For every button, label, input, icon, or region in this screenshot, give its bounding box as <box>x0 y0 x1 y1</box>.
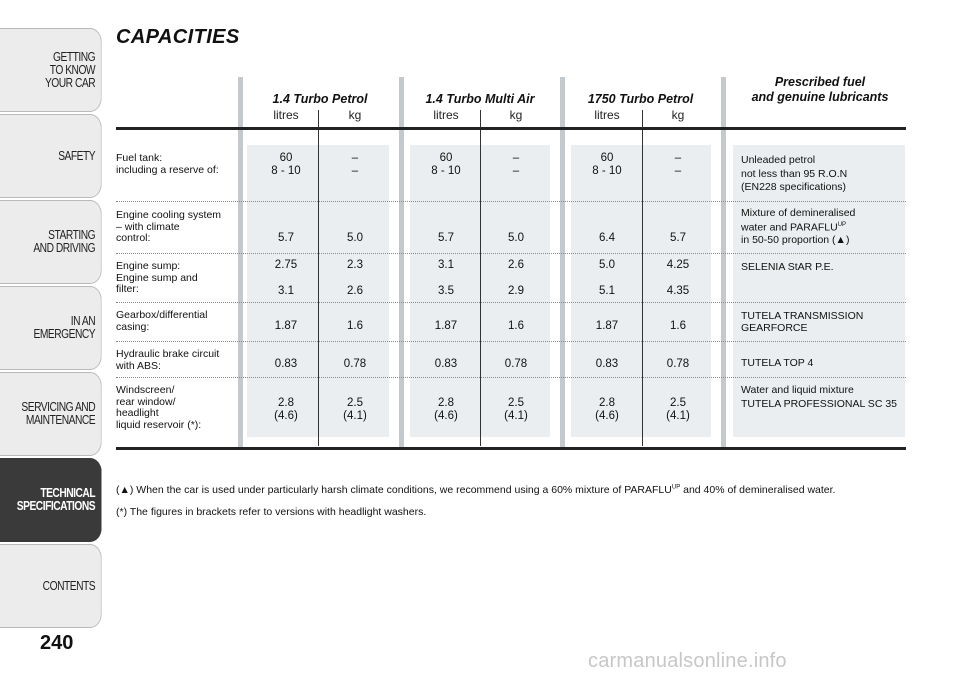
row-divider <box>116 377 906 378</box>
unit-divider <box>642 110 643 128</box>
column-separator-bar <box>721 77 726 447</box>
table-cell: 1.6 <box>508 320 524 332</box>
tab-safety[interactable]: SAFETY <box>0 114 102 198</box>
unit-divider <box>480 130 481 446</box>
tab-getting-to-know-your-car[interactable]: GETTING TO KNOW YOUR CAR <box>0 28 102 112</box>
engine-header-1-4-turbo-multi-air: 1.4 Turbo Multi Air <box>425 92 535 106</box>
row-divider <box>116 253 906 254</box>
table-cell: 0.83 <box>595 358 619 370</box>
engine-header-1-4-turbo-petrol: 1.4 Turbo Petrol <box>272 92 368 106</box>
table-cell: 60 8 - 10 <box>592 152 622 177</box>
table-cell: 0.78 <box>504 358 528 370</box>
unit-litres: litres <box>273 108 299 122</box>
table-cell: 2.5 (4.1) <box>343 397 367 422</box>
table-cell: 0.83 <box>274 358 298 370</box>
footnote-headlight-washers: (*) The figures in brackets refer to versions with headlight washers. <box>116 506 427 518</box>
table-cell: 2.75 3.1 <box>274 259 298 297</box>
unit-divider <box>480 110 481 128</box>
table-bottom-rule <box>116 447 906 450</box>
row-label-brake-circuit: Hydraulic brake circuit with ABS: <box>116 348 220 372</box>
table-cell: 2.5 (4.1) <box>504 397 528 422</box>
engine-header-1750-turbo-petrol: 1750 Turbo Petrol <box>587 92 694 106</box>
table-cell: 3.1 3.5 <box>438 259 454 297</box>
fuel-spec-windscreen: Water and liquid mixture TUTELA PROFESSIONAL SC 35 <box>741 384 897 410</box>
column-separator-bar <box>560 77 565 447</box>
table-cell: 1.6 <box>670 320 686 332</box>
table-cell: 1.87 <box>595 320 619 332</box>
unit-divider <box>318 130 319 446</box>
tab-starting-and-driving[interactable]: STARTING AND DRIVING <box>0 200 102 284</box>
table-cell: 5.0 5.1 <box>599 259 615 297</box>
table-cell: 5.7 <box>438 232 454 244</box>
row-label-windscreen-reservoir: Windscreen/ rear window/ headlight liquid reservoir (*): <box>116 384 202 431</box>
table-cell: 0.78 <box>343 358 367 370</box>
table-cell: 2.6 2.9 <box>508 259 524 297</box>
fuel-spec-fuel-tank: Unleaded petrol not less than 95 R.O.N (EN228 specifications) <box>741 154 848 193</box>
table-cell: 0.78 <box>666 358 690 370</box>
table-cell: 5.0 <box>347 232 363 244</box>
table-cell: 2.5 (4.1) <box>666 397 690 422</box>
tab-servicing-and-maintenance[interactable]: SERVICING AND MAINTENANCE <box>0 372 102 456</box>
table-cell: 1.87 <box>434 320 458 332</box>
fuel-spec-engine-sump: SELENIA StAR P.E. <box>741 261 834 273</box>
table-cell: 5.7 <box>278 232 294 244</box>
row-label-gearbox: Gearbox/differential casing: <box>116 309 208 333</box>
row-label-fuel-tank: Fuel tank: including a reserve of: <box>116 152 219 176</box>
table-cell: – – <box>674 152 682 177</box>
page-number: 240 <box>40 632 74 654</box>
row-divider <box>116 201 906 202</box>
table-cell: 0.83 <box>434 358 458 370</box>
table-cell: 2.8 (4.6) <box>274 397 298 422</box>
fuel-spec-brake: TUTELA TOP 4 <box>741 357 814 369</box>
unit-kg: kg <box>671 108 685 122</box>
unit-litres: litres <box>433 108 459 122</box>
tab-contents[interactable]: CONTENTS <box>0 544 102 628</box>
table-cell: 1.6 <box>347 320 363 332</box>
unit-kg: kg <box>348 108 362 122</box>
table-cell: 60 8 - 10 <box>271 152 301 177</box>
row-label-engine-cooling: Engine cooling system – with climate control: <box>116 209 222 244</box>
row-label-engine-sump: Engine sump: Engine sump and filter: <box>116 260 198 295</box>
unit-kg: kg <box>509 108 523 122</box>
table-cell: – – <box>512 152 520 177</box>
table-cell: – – <box>351 152 359 177</box>
table-cell: 2.8 (4.6) <box>595 397 619 422</box>
column-separator-bar <box>399 77 404 447</box>
table-cell: 5.7 <box>670 232 686 244</box>
fuel-spec-cooling: Mixture of demineralised water and $PARAFLU^{UP}$ in 50-50 proportion (▲) <box>741 207 856 246</box>
table-cell: 6.4 <box>599 232 615 244</box>
unit-litres: litres <box>594 108 620 122</box>
fuel-spec-gearbox: TUTELA TRANSMISSION GEARFORCE <box>741 310 864 334</box>
table-cell: 2.3 2.6 <box>347 259 363 297</box>
tab-technical-specifications[interactable]: TECHNICAL SPECIFICATIONS <box>0 458 102 542</box>
row-divider <box>116 341 906 342</box>
row-divider <box>116 302 906 303</box>
table-cell: 1.87 <box>274 320 298 332</box>
column-separator-bar <box>238 77 243 447</box>
footnote-harsh-climate: (▲) When the car is used under particularly harsh climate conditions, we recommend using a 60% mixture of $PARAFLU^{UP}$ and 40% of demineralised water. <box>116 484 836 496</box>
table-header-rule <box>116 127 906 130</box>
unit-divider <box>642 130 643 446</box>
table-cell: 2.8 (4.6) <box>434 397 458 422</box>
unit-divider <box>318 110 319 128</box>
watermark: carmanualsonline.info <box>588 650 787 672</box>
table-cell: 4.25 4.35 <box>666 259 690 297</box>
table-cell: 60 8 - 10 <box>431 152 461 177</box>
table-cell: 5.0 <box>508 232 524 244</box>
prescribed-fuel-header: Prescribed fuel and genuine lubricants <box>751 75 889 104</box>
tab-in-an-emergency[interactable]: IN AN EMERGENCY <box>0 286 102 370</box>
page-title: CAPACITIES <box>116 26 240 48</box>
